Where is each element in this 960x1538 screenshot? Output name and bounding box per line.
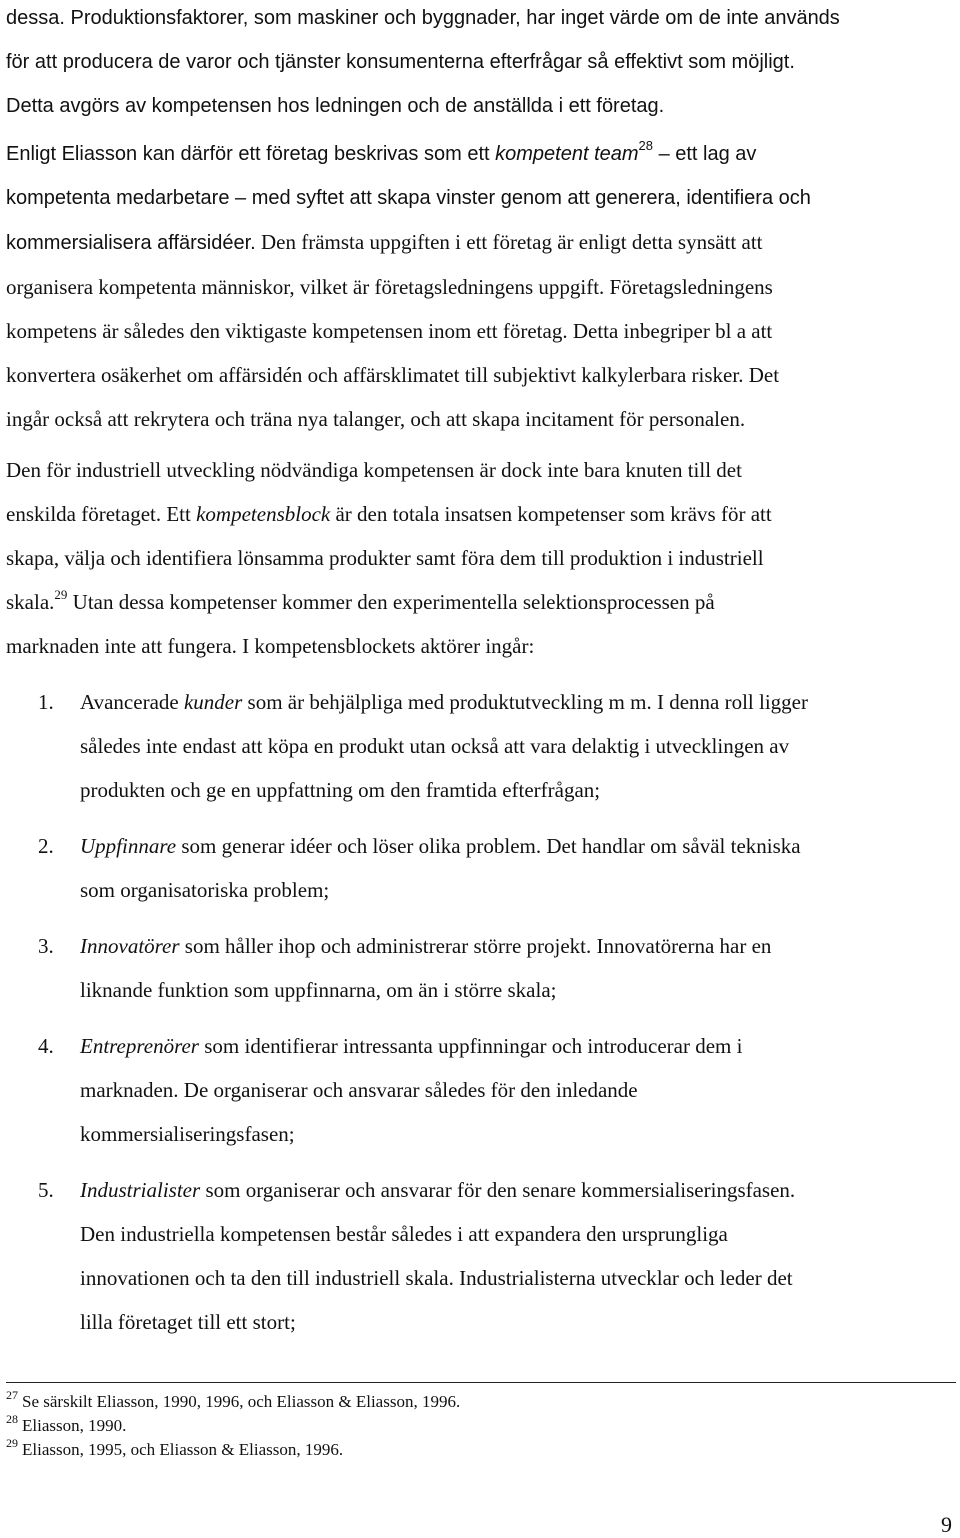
footnote-ref-28: 28 (638, 138, 654, 154)
text-line: Den industriella kompetensen består således i att expandera den ursprungliga (80, 1222, 728, 1246)
text-line: således inte endast att köpa en produkt utan också att vara delaktig i utvecklingen av (80, 734, 790, 758)
text-line: kommersialisera affärsidéer. Den främsta uppgiften i ett företag är enligt detta synsätt att (6, 230, 763, 254)
list-item (6, 1024, 956, 1156)
text-line: Industrialister som organiserar och ansvarar för den senare kommersialiseringsfasen. (80, 1178, 796, 1202)
text-line: kompetens är således den viktigaste kompetensen inom ett företag. Detta inbegriper bl a att (6, 319, 773, 343)
list-item-text (80, 1168, 956, 1344)
list-item (6, 824, 956, 912)
list-item-number: 5. (38, 1178, 54, 1202)
text-line: Detta avgörs av kompetensen hos ledningen och de anställda i ett företag. (6, 95, 665, 117)
page-number: 9 (941, 1512, 952, 1537)
footnote-29 (6, 1438, 460, 1462)
text-line: för att producera de varor och tjänster konsumenterna efterfrågar så effektivt som möjligt. (6, 51, 795, 73)
list-item-number: 2. (38, 834, 54, 858)
text-line: dessa. Produktionsfaktorer, som maskiner och byggnader, har inget värde om de inte används (6, 7, 840, 29)
text-line: marknaden inte att fungera. I kompetensblockets aktörer ingår: (6, 634, 535, 658)
list-item-number: 1. (38, 690, 54, 714)
text-line: Den för industriell utveckling nödvändiga kompetensen är dock inte bara knuten till det (6, 458, 742, 482)
text-line: produkten och ge en uppfattning om den framtida efterfrågan; (80, 778, 601, 802)
actor-term: Innovatörer (80, 934, 180, 958)
list-item (6, 680, 956, 812)
footnote-number: 27 (6, 1388, 18, 1403)
list-item-text (80, 1024, 956, 1156)
list-item-number: 3. (38, 934, 54, 958)
list-item (6, 1168, 956, 1344)
actor-list (6, 680, 956, 1356)
list-item-text (80, 680, 956, 812)
text-line: organisera kompetenta människor, vilket är företagsledningens uppgift. Företagsledningens (6, 275, 773, 299)
list-item (6, 924, 956, 1012)
text-line: konvertera osäkerhet om affärsidén och affärsklimatet till subjektivt kalkylerbara risker. Det (6, 363, 780, 387)
footnote-28 (6, 1414, 460, 1438)
actor-term: Industrialister (80, 1178, 201, 1202)
text-line: Entreprenörer som identifierar intressanta uppfinningar och introducerar dem i (80, 1034, 743, 1058)
text-line: skapa, välja och identifiera lönsamma produkter samt föra dem till produktion i industriell (6, 546, 764, 570)
text-line: Uppfinnare som generar idéer och löser olika problem. Det handlar om såväl tekniska (80, 834, 801, 858)
text-line: kompetenta medarbetare – med syftet att skapa vinster genom att generera, identifiera och (6, 187, 811, 209)
text-line: Innovatörer som håller ihop och administrerar större projekt. Innovatörerna har en (80, 934, 772, 958)
text-line: Avancerade kunder som är behjälpliga med produktutveckling m m. I denna roll ligger (80, 690, 808, 714)
footnote-divider (6, 1382, 956, 1383)
term-kompetensblock: kompetensblock (196, 502, 331, 526)
text-line: Enligt Eliasson kan därför ett företag beskrivas som ett kompetent team$^{28}$ – ett lag av (6, 138, 757, 165)
footnote-number: 28 (6, 1412, 18, 1427)
list-item-text (80, 924, 956, 1012)
paragraph-1 (6, 0, 840, 128)
actor-term: kunder (183, 690, 243, 714)
text-line: enskilda företaget. Ett kompetensblock är den totala insatsen kompetenser som krävs för att (6, 502, 772, 526)
paragraph-2 (6, 132, 811, 441)
text-line: lilla företaget till ett stort; (80, 1310, 296, 1334)
footnote-text: Se särskilt Eliasson, 1990, 1996, och Eliasson & Eliasson, 1996. (22, 1392, 461, 1411)
text-line: ingår också att rekrytera och träna nya talanger, och att skapa incitament för personalen. (6, 407, 746, 431)
actor-term: Uppfinnare (80, 834, 177, 858)
list-item-number: 4. (38, 1034, 54, 1058)
footnote-text: Eliasson, 1990. (22, 1416, 127, 1435)
footnote-text: Eliasson, 1995, och Eliasson & Eliasson, 1996. (22, 1440, 344, 1459)
text-line: liknande funktion som uppfinnarna, om än i större skala; (80, 978, 557, 1002)
footnote-27 (6, 1390, 460, 1414)
text-line: innovationen och ta den till industriell skala. Industrialisterna utvecklar och leder det (80, 1266, 793, 1290)
footnotes (6, 1390, 460, 1462)
paragraph-3 (6, 448, 772, 668)
list-item-text (80, 824, 956, 912)
text-line: kommersialiseringsfasen; (80, 1122, 295, 1146)
actor-term: Entreprenörer (80, 1034, 199, 1058)
text-line: som organisatoriska problem; (80, 878, 330, 902)
footnote-ref-29: 29 (54, 587, 68, 602)
text-line: skala.$^{29}$ Utan dessa kompetenser kommer den experimentella selektionsprocessen på (6, 587, 715, 614)
text-line: marknaden. De organiserar och ansvarar således för den inledande (80, 1078, 638, 1102)
term-kompetent-team: kompetent team (495, 143, 639, 165)
footnote-number: 29 (6, 1436, 18, 1451)
